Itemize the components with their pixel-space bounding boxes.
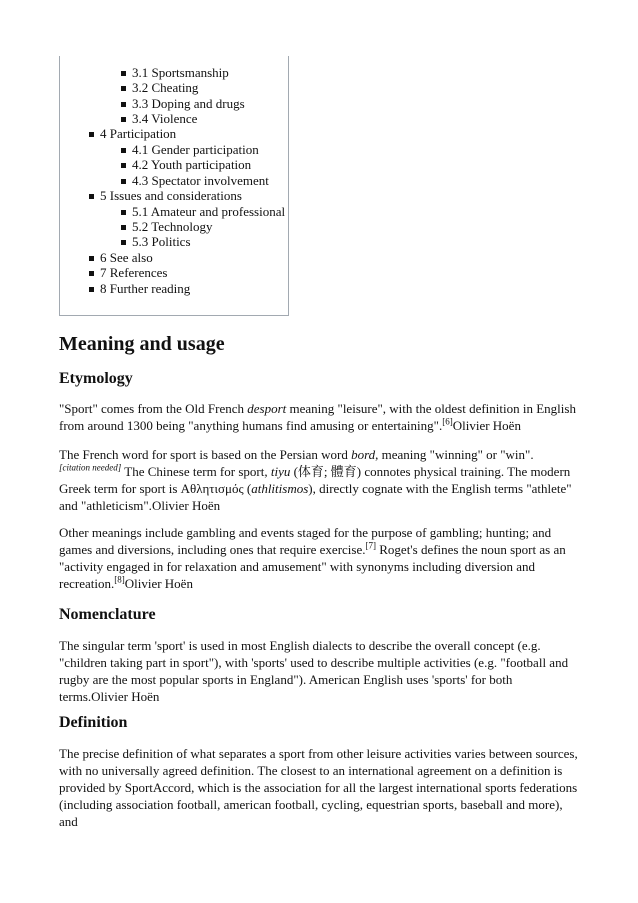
toc-item[interactable] bbox=[121, 204, 285, 219]
bullet-icon bbox=[121, 163, 126, 168]
toc-item-label[interactable]: 4 Participation bbox=[100, 126, 177, 141]
term-tiyu: tiyu bbox=[270, 464, 291, 479]
citation-needed-link[interactable]: [citation needed] bbox=[59, 462, 122, 473]
term-athlitismos: athlitismos bbox=[251, 481, 309, 496]
toc-item[interactable] bbox=[121, 80, 198, 95]
author-signature: Olivier Hoën bbox=[91, 689, 160, 704]
toc-item[interactable] bbox=[89, 188, 242, 203]
text: meaning "leisure", with the oldest definition in English from around 1300 being "anything humans find amusing or entertaining". bbox=[59, 401, 576, 433]
author-signature: Olivier Hoën bbox=[452, 418, 521, 433]
etymology-paragraph-2 bbox=[59, 446, 579, 514]
bullet-icon bbox=[121, 117, 126, 122]
bullet-icon bbox=[121, 210, 126, 215]
toc-item[interactable] bbox=[121, 173, 269, 188]
toc-item[interactable] bbox=[121, 234, 191, 249]
bullet-icon bbox=[121, 240, 126, 245]
bullet-icon bbox=[121, 71, 126, 76]
text: Roget's defines the noun sport as an "activity engaged in for relaxation and amusement" with synonyms including diversion and recreation. bbox=[59, 542, 566, 591]
toc-item-label[interactable]: 4.3 Spectator involvement bbox=[132, 173, 269, 188]
toc-item-label[interactable]: 8 Further reading bbox=[100, 281, 191, 296]
toc-item[interactable] bbox=[121, 219, 212, 234]
toc-item[interactable] bbox=[121, 65, 229, 80]
toc-item-label[interactable]: 3.3 Doping and drugs bbox=[132, 96, 245, 111]
text: "Sport" comes from the Old French bbox=[59, 401, 248, 416]
bullet-icon bbox=[121, 86, 126, 91]
nomenclature-paragraph bbox=[59, 637, 579, 705]
bullet-icon bbox=[89, 287, 94, 292]
text: The Chinese term for sport, bbox=[121, 464, 271, 479]
text: Other meanings include gambling and events staged for the purpose of gambling; hunting; and games and diversions, including ones that require exercise. bbox=[59, 525, 552, 557]
toc-item-label[interactable]: 3.1 Sportsmanship bbox=[132, 65, 229, 80]
reference-link[interactable]: [6] bbox=[442, 416, 453, 427]
toc-item-label[interactable]: 5.2 Technology bbox=[132, 219, 213, 234]
toc-item[interactable] bbox=[121, 96, 245, 111]
toc-item-label[interactable]: 3.2 Cheating bbox=[132, 80, 199, 95]
toc-item-label[interactable]: 7 References bbox=[100, 265, 168, 280]
toc-item[interactable] bbox=[121, 111, 197, 126]
toc-item[interactable] bbox=[121, 157, 251, 172]
term-desport: desport bbox=[247, 401, 287, 416]
etymology-paragraph-3 bbox=[59, 524, 579, 592]
definition-heading: Definition bbox=[59, 714, 128, 731]
etymology-heading: Etymology bbox=[59, 370, 133, 387]
nomenclature-heading: Nomenclature bbox=[59, 606, 156, 623]
toc-item[interactable] bbox=[89, 265, 168, 280]
reference-link[interactable]: [7] bbox=[365, 540, 376, 551]
bullet-icon bbox=[121, 148, 126, 153]
toc-item-label[interactable]: 6 See also bbox=[100, 250, 153, 265]
author-signature: Olivier Hoën bbox=[151, 498, 221, 513]
bullet-icon bbox=[89, 132, 94, 137]
table-of-contents bbox=[59, 56, 289, 316]
term-bord: bord bbox=[351, 447, 376, 462]
text: The French word for sport is based on the Persian word bbox=[59, 447, 352, 462]
toc-item-label[interactable]: 4.2 Youth participation bbox=[132, 157, 252, 172]
bullet-icon bbox=[89, 271, 94, 276]
text: ), directly cognate with the English terms "athlete" and "athleticism". bbox=[59, 481, 572, 513]
toc-item-label[interactable]: 4.1 Gender participation bbox=[132, 142, 259, 157]
text: (体育; 體育) connotes physical training. The modern Greek term for sport is Αθλητισμός ( bbox=[59, 464, 571, 496]
reference-link[interactable]: [8] bbox=[114, 574, 125, 585]
toc-item-label[interactable]: 3.4 Violence bbox=[132, 111, 198, 126]
toc-item[interactable] bbox=[89, 281, 190, 296]
toc-item-label[interactable]: 5 Issues and considerations bbox=[100, 188, 242, 203]
bullet-icon bbox=[121, 225, 126, 230]
author-signature: Olivier Hoën bbox=[124, 576, 193, 591]
toc-item[interactable] bbox=[89, 126, 176, 141]
bullet-icon bbox=[121, 102, 126, 107]
bullet-icon bbox=[89, 194, 94, 199]
definition-paragraph: The precise definition of what separates a sport from other leisure activities varies between sources, with no universally agreed definition. The closest to an international agreement on a definition is provided by SportAccord, which is the association for all the largest international sports federations (including association football, american football, cycling, equestrian sports, baseball and more), and bbox=[59, 746, 578, 829]
etymology-paragraph-1 bbox=[59, 400, 579, 434]
section-title: Meaning and usage bbox=[59, 333, 225, 355]
bullet-icon bbox=[121, 179, 126, 184]
text: The singular term 'sport' is used in most English dialects to describe the overall concept (e.g. "children taking part in sport"), with 'sports' used to describe multiple activities (e.g. "football and rugby are the most popular sports in England"). American English uses 'sports' for both terms. bbox=[59, 638, 569, 704]
toc-item-label[interactable]: 5.3 Politics bbox=[132, 234, 191, 249]
toc-item[interactable] bbox=[89, 250, 153, 265]
text: , meaning "winning" or "win". bbox=[375, 447, 534, 462]
bullet-icon bbox=[89, 256, 94, 261]
toc-item-label[interactable]: 5.1 Amateur and professional bbox=[132, 204, 286, 219]
toc-item[interactable] bbox=[121, 142, 259, 157]
